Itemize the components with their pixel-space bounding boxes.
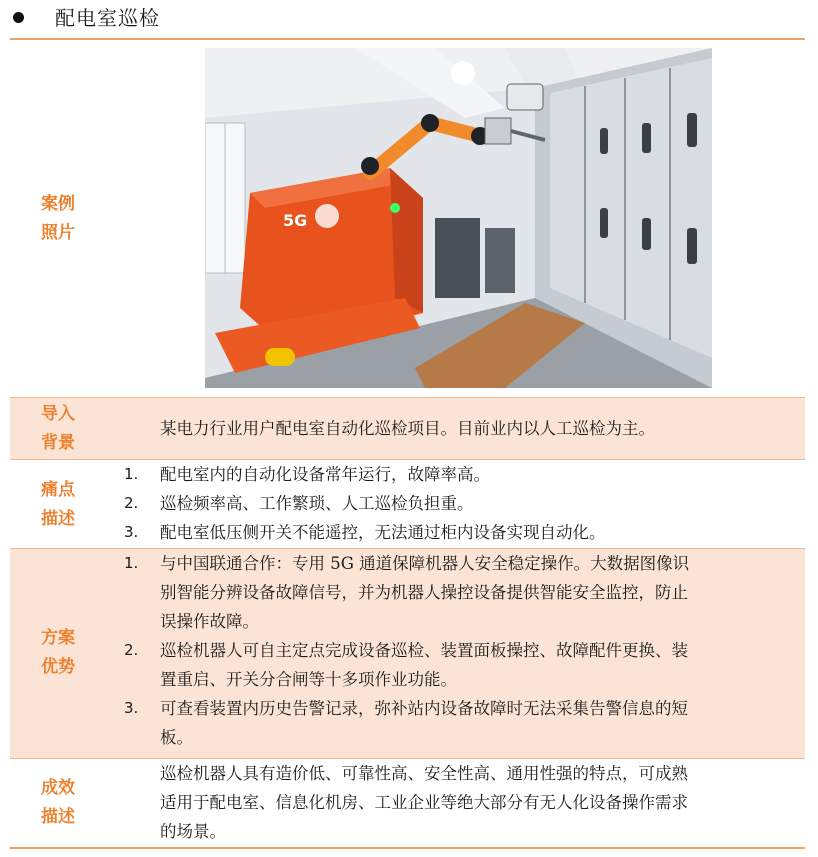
section-header [0, 0, 818, 38]
bottom-divider [10, 847, 805, 849]
row-label-background: 导入 背景 [41, 404, 75, 453]
case-photo [205, 48, 712, 388]
list-item: 3. 可查看装置内历史告警记录，弥补站内设备故障时无法采集告警信息的短 板。 [124, 699, 688, 747]
row-label-photo: 案例 照片 [41, 194, 75, 243]
row-background [10, 397, 805, 459]
list-item: 2. 巡检频率高、工作繁琐、人工巡检负担重。 [124, 494, 474, 513]
row-solution [10, 548, 805, 758]
row-pain-points [10, 459, 805, 548]
list-item: 1. 与中国联通合作：专用 5G 通道保障机器人安全稳定操作。大数据图像识 别智能分辨设备故障信号，并为机器人操控设备提供智能安全监控，防止 误操作故障。 [124, 554, 690, 631]
background-text: 某电力行业用户配电室自动化巡检项目。目前业内以人工巡检为主。 [160, 419, 655, 438]
row-effect [10, 758, 805, 847]
row-label-effect: 成效 描述 [41, 778, 75, 827]
effect-text: 巡检机器人具有造价低、可靠性高、安全性高、通用性强的特点，可成熟 适用于配电室、信息化机房、工业企业等绝大部分有无人化设备操作需求 的场景。 [160, 764, 688, 841]
robot-photo-illustration [205, 48, 712, 388]
row-label-pain: 痛点 描述 [41, 480, 75, 529]
list-item: 1. 配电室内的自动化设备常年运行，故障率高。 [124, 465, 490, 484]
bullet-icon [13, 12, 24, 23]
robot-badge-text: 5G [283, 211, 308, 230]
solution-list [124, 549, 805, 752]
page-title: 配电室巡检 [55, 6, 160, 30]
pain-list [124, 460, 805, 547]
list-item: 3. 配电室低压侧开关不能遥控，无法通过柜内设备实现自动化。 [124, 523, 606, 542]
row-label-solution: 方案 优势 [41, 628, 75, 677]
list-item: 2. 巡检机器人可自主定点完成设备巡检、装置面板操控、故障配件更换、装 置重启、开关分合闸等十多项作业功能。 [124, 641, 688, 689]
